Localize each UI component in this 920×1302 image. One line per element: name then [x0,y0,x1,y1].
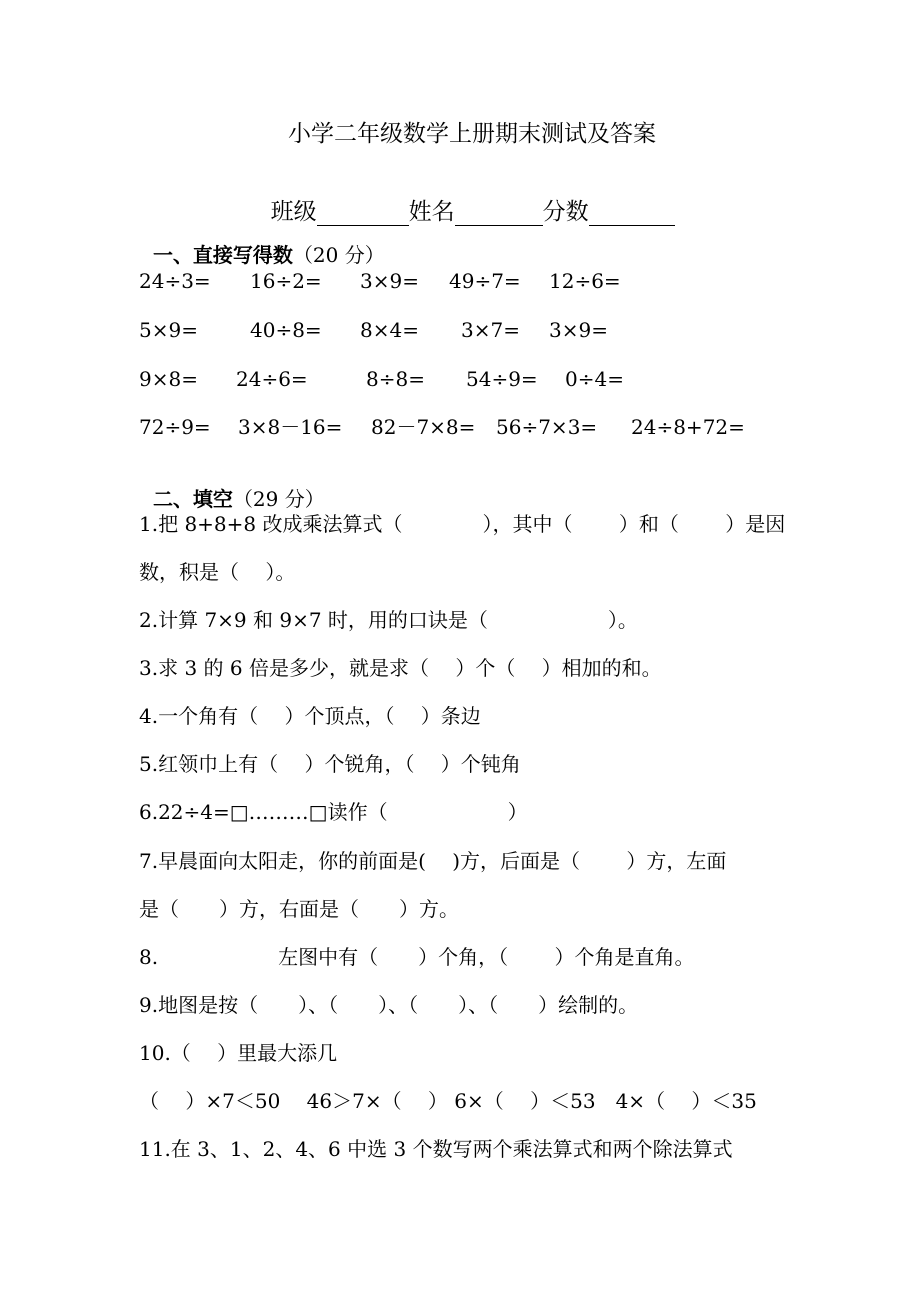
class-label: 班级 [270,199,317,225]
section1-points: （20 分） [292,243,385,267]
question-line: 3.求 3 的 6 倍是多少，就是求（ ）个（ ）相加的和。 [139,656,662,680]
arithmetic-item: 49÷7= [449,269,521,293]
page-title: 小学二年级数学上册期末测试及答案 [288,121,656,147]
score-blank[interactable] [589,203,675,226]
arithmetic-item: 9×8= [139,367,198,391]
question-line: 1.把 8+8+8 改成乘法算式（ ），其中（ ）和（ ）是因 [139,512,786,536]
arithmetic-item: 24÷3= [139,269,211,293]
section1-heading [139,219,385,267]
arithmetic-item: 24÷8+72= [631,415,745,439]
arithmetic-item: 3×9= [360,269,419,293]
section1-title: 一、直接写得数 [152,243,293,267]
question-line: 数，积是（ ）。 [139,560,296,584]
arithmetic-item: 72÷9= [139,415,211,439]
question-line: 9.地图是按（ ）、（ ）、（ ）、（ ）绘制的。 [139,993,639,1017]
question-line: 10.（ ）里最大添几 [139,1041,338,1065]
question-line: 8. 左图中有（ ）个角，（ ）个角是直角。 [139,945,695,969]
arithmetic-item: 24÷6= [236,367,308,391]
score-label: 分数 [542,199,589,225]
section2-title: 二、填空 [152,487,233,511]
question-line: 5.红领巾上有（ ）个锐角，（ ）个钝角 [139,752,521,776]
arithmetic-item: 8×4= [360,318,419,342]
name-blank[interactable] [455,203,543,226]
arithmetic-item: 40÷8= [250,318,322,342]
arithmetic-item: 5×9= [139,318,198,342]
arithmetic-item: 8÷8= [366,367,425,391]
arithmetic-item: 12÷6= [549,269,621,293]
arithmetic-item: 16÷2= [250,269,322,293]
arithmetic-item: 3×9= [549,318,608,342]
arithmetic-item: 54÷9= [466,367,538,391]
arithmetic-item: 0÷4= [565,367,624,391]
student-info-line [256,170,675,226]
arithmetic-item: 56÷7×3= [496,415,598,439]
section2-points: （29 分） [232,487,325,511]
question-line: （ ）×7＜50 46＞7×（ ） 6×（ ）＜53 4×（ ）＜35 [139,1089,757,1113]
arithmetic-item: 3×7= [461,318,520,342]
question-line: 7.早晨面向太阳走，你的前面是( )方，后面是（ ）方，左面 [139,849,727,873]
question-line: 是（ ）方，右面是（ ）方。 [139,897,459,921]
question-line: 11.在 3、1、2、4、6 中选 3 个数写两个乘法算式和两个除法算式 [139,1137,733,1161]
arithmetic-item: 82－7×8= [371,415,476,439]
question-line: 6.22÷4=□………□读作（ ） [139,800,528,824]
question-line: 2.计算 7×9 和 9×7 时，用的口诀是（ ）。 [139,608,638,632]
question-line: 4.一个角有（ ）个顶点，（ ）条边 [139,704,481,728]
name-label: 姓名 [408,199,455,225]
section2-heading [139,463,325,511]
arithmetic-item: 3×8－16= [238,415,343,439]
